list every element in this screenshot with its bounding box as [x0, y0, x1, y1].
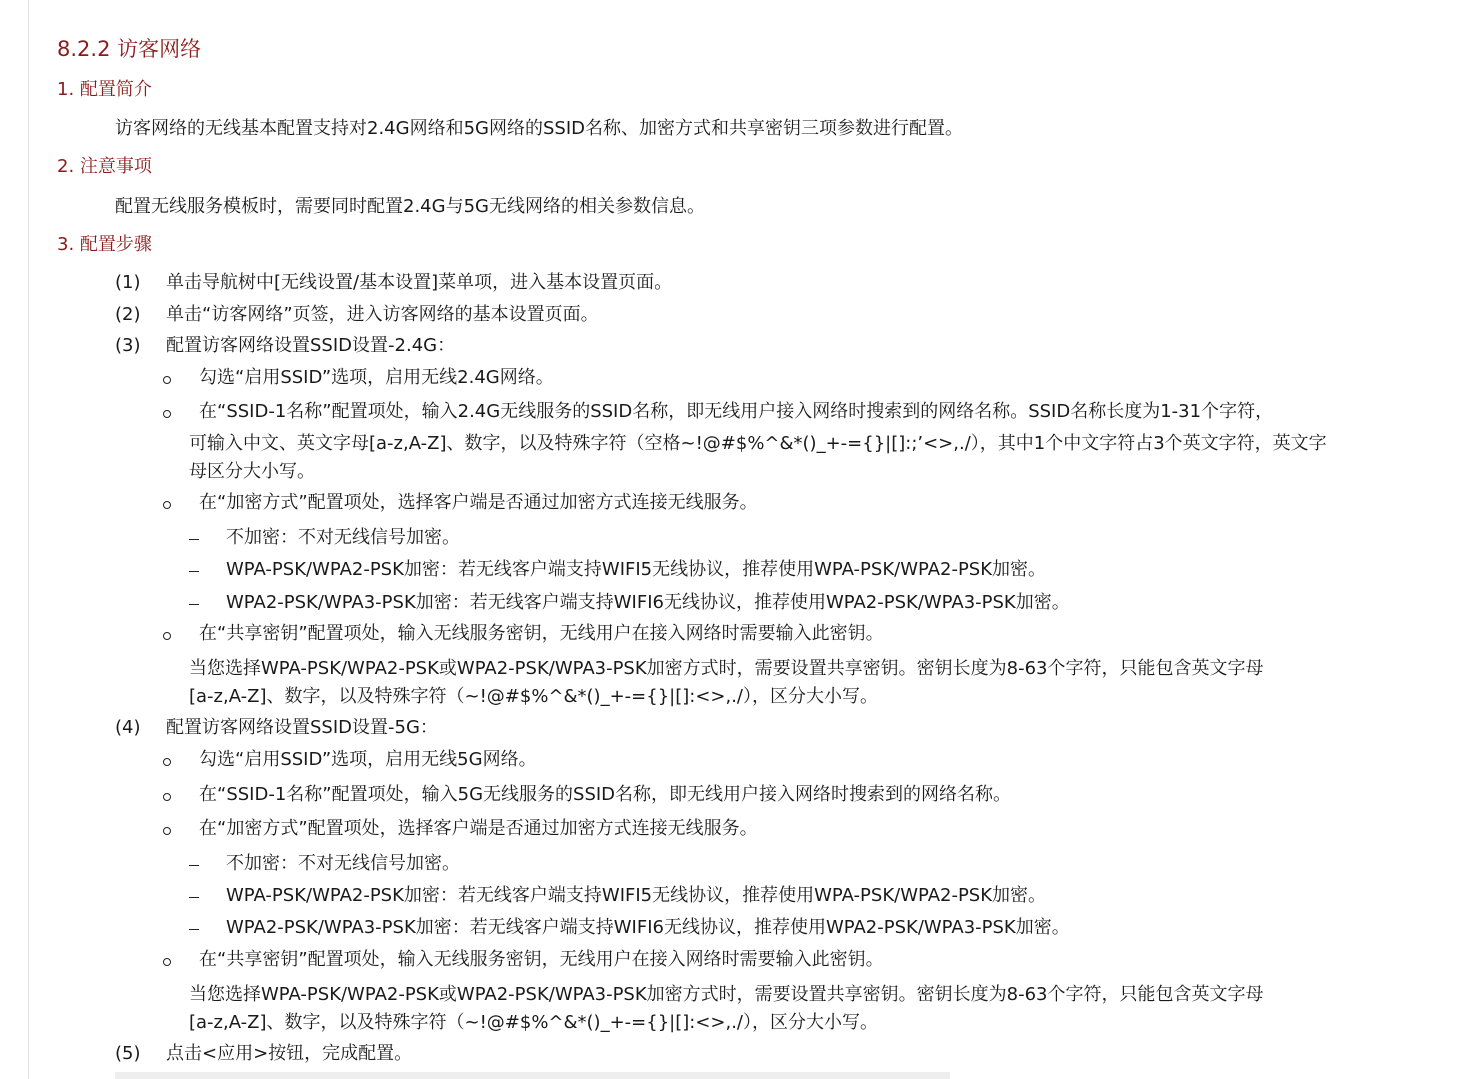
step-number: (1): [115, 272, 141, 293]
list-item-continuation: 可输入中文、英文字母[a-z,A-Z]、数字，以及特殊字符（空格~!@#$%^&*()_+-={}|[]:;’<>,./），其中1个中文字符占3个英文字符，英文字: [189, 433, 1327, 454]
circle-bullet-icon: [163, 376, 171, 384]
intro-heading: 1. 配置简介: [57, 79, 152, 100]
list-item: 在“SSID-1名称”配置项处，输入2.4G无线服务的SSID名称，即无线用户接入网络时搜索到的网络名称。SSID名称长度为1-31个字符，: [199, 401, 1274, 422]
circle-bullet-icon: [163, 827, 171, 835]
step-text: 单击“访客网络”页签，进入访客网络的基本设置页面。: [166, 304, 599, 325]
screenshot-image-top: [115, 1072, 950, 1079]
dash-bullet-icon: [189, 539, 199, 540]
sub-list-item: WPA-PSK/WPA2-PSK加密：若无线客户端支持WIFI5无线协议，推荐使用WPA-PSK/WPA2-PSK加密。: [226, 885, 1047, 906]
circle-bullet-icon: [163, 632, 171, 640]
list-item-continuation: 母区分大小写。: [189, 461, 315, 482]
notes-text: 配置无线服务模板时，需要同时配置2.4G与5G无线网络的相关参数信息。: [115, 196, 705, 217]
note-paragraph: [a-z,A-Z]、数字，以及特殊字符（~!@#$%^&*()_+-={}|[]:<>,./），区分大小写。: [189, 1012, 878, 1033]
list-item: 勾选“启用SSID”选项，启用无线5G网络。: [199, 749, 537, 770]
list-item: 在“加密方式”配置项处，选择客户端是否通过加密方式连接无线服务。: [199, 818, 758, 839]
step-text: 单击导航树中[无线设置/基本设置]菜单项，进入基本设置页面。: [166, 272, 673, 293]
steps-heading: 3. 配置步骤: [57, 234, 152, 255]
list-item: 在“共享密钥”配置项处，输入无线服务密钥，无线用户在接入网络时需要输入此密钥。: [199, 623, 884, 644]
list-item: 在“共享密钥”配置项处，输入无线服务密钥，无线用户在接入网络时需要输入此密钥。: [199, 949, 884, 970]
note-paragraph: [a-z,A-Z]、数字，以及特殊字符（~!@#$%^&*()_+-={}|[]:<>,./），区分大小写。: [189, 686, 878, 707]
dash-bullet-icon: [189, 865, 199, 866]
sub-list-item: 不加密：不对无线信号加密。: [226, 527, 460, 548]
step-number: (5): [115, 1043, 141, 1064]
step-text: 点击<应用>按钮，完成配置。: [166, 1043, 413, 1064]
intro-text: 访客网络的无线基本配置支持对2.4G网络和5G网络的SSID名称、加密方式和共享密钥三项参数进行配置。: [115, 118, 963, 139]
note-paragraph: 当您选择WPA-PSK/WPA2-PSK或WPA2-PSK/WPA3-PSK加密方式时，需要设置共享密钥。密钥长度为8-63个字符，只能包含英文字母: [189, 658, 1264, 679]
circle-bullet-icon: [163, 958, 171, 966]
note-paragraph: 当您选择WPA-PSK/WPA2-PSK或WPA2-PSK/WPA3-PSK加密方式时，需要设置共享密钥。密钥长度为8-63个字符，只能包含英文字母: [189, 984, 1264, 1005]
notes-heading: 2. 注意事项: [57, 156, 152, 177]
circle-bullet-icon: [163, 793, 171, 801]
step-number: (3): [115, 335, 141, 356]
sub-list-item: 不加密：不对无线信号加密。: [226, 853, 460, 874]
list-item: 在“加密方式”配置项处，选择客户端是否通过加密方式连接无线服务。: [199, 492, 758, 513]
step-number: (2): [115, 304, 141, 325]
section-title: 8.2.2 访客网络: [57, 37, 202, 61]
circle-bullet-icon: [163, 410, 171, 418]
dash-bullet-icon: [189, 929, 199, 930]
list-item: 在“SSID-1名称”配置项处，输入5G无线服务的SSID名称，即无线用户接入网络时搜索到的网络名称。: [199, 784, 1012, 805]
circle-bullet-icon: [163, 501, 171, 509]
step-number: (4): [115, 717, 141, 738]
step-text: 配置访客网络设置SSID设置-2.4G：: [166, 335, 456, 356]
circle-bullet-icon: [163, 758, 171, 766]
sub-list-item: WPA-PSK/WPA2-PSK加密：若无线客户端支持WIFI5无线协议，推荐使用WPA-PSK/WPA2-PSK加密。: [226, 559, 1047, 580]
sub-list-item: WPA2-PSK/WPA3-PSK加密：若无线客户端支持WIFI6无线协议，推荐使用WPA2-PSK/WPA3-PSK加密。: [226, 917, 1070, 938]
dash-bullet-icon: [189, 604, 199, 605]
list-item: 勾选“启用SSID”选项，启用无线2.4G网络。: [199, 367, 554, 388]
page-left-border: [28, 0, 29, 1079]
sub-list-item: WPA2-PSK/WPA3-PSK加密：若无线客户端支持WIFI6无线协议，推荐使用WPA2-PSK/WPA3-PSK加密。: [226, 592, 1070, 613]
dash-bullet-icon: [189, 897, 199, 898]
dash-bullet-icon: [189, 571, 199, 572]
step-text: 配置访客网络设置SSID设置-5G：: [166, 717, 438, 738]
